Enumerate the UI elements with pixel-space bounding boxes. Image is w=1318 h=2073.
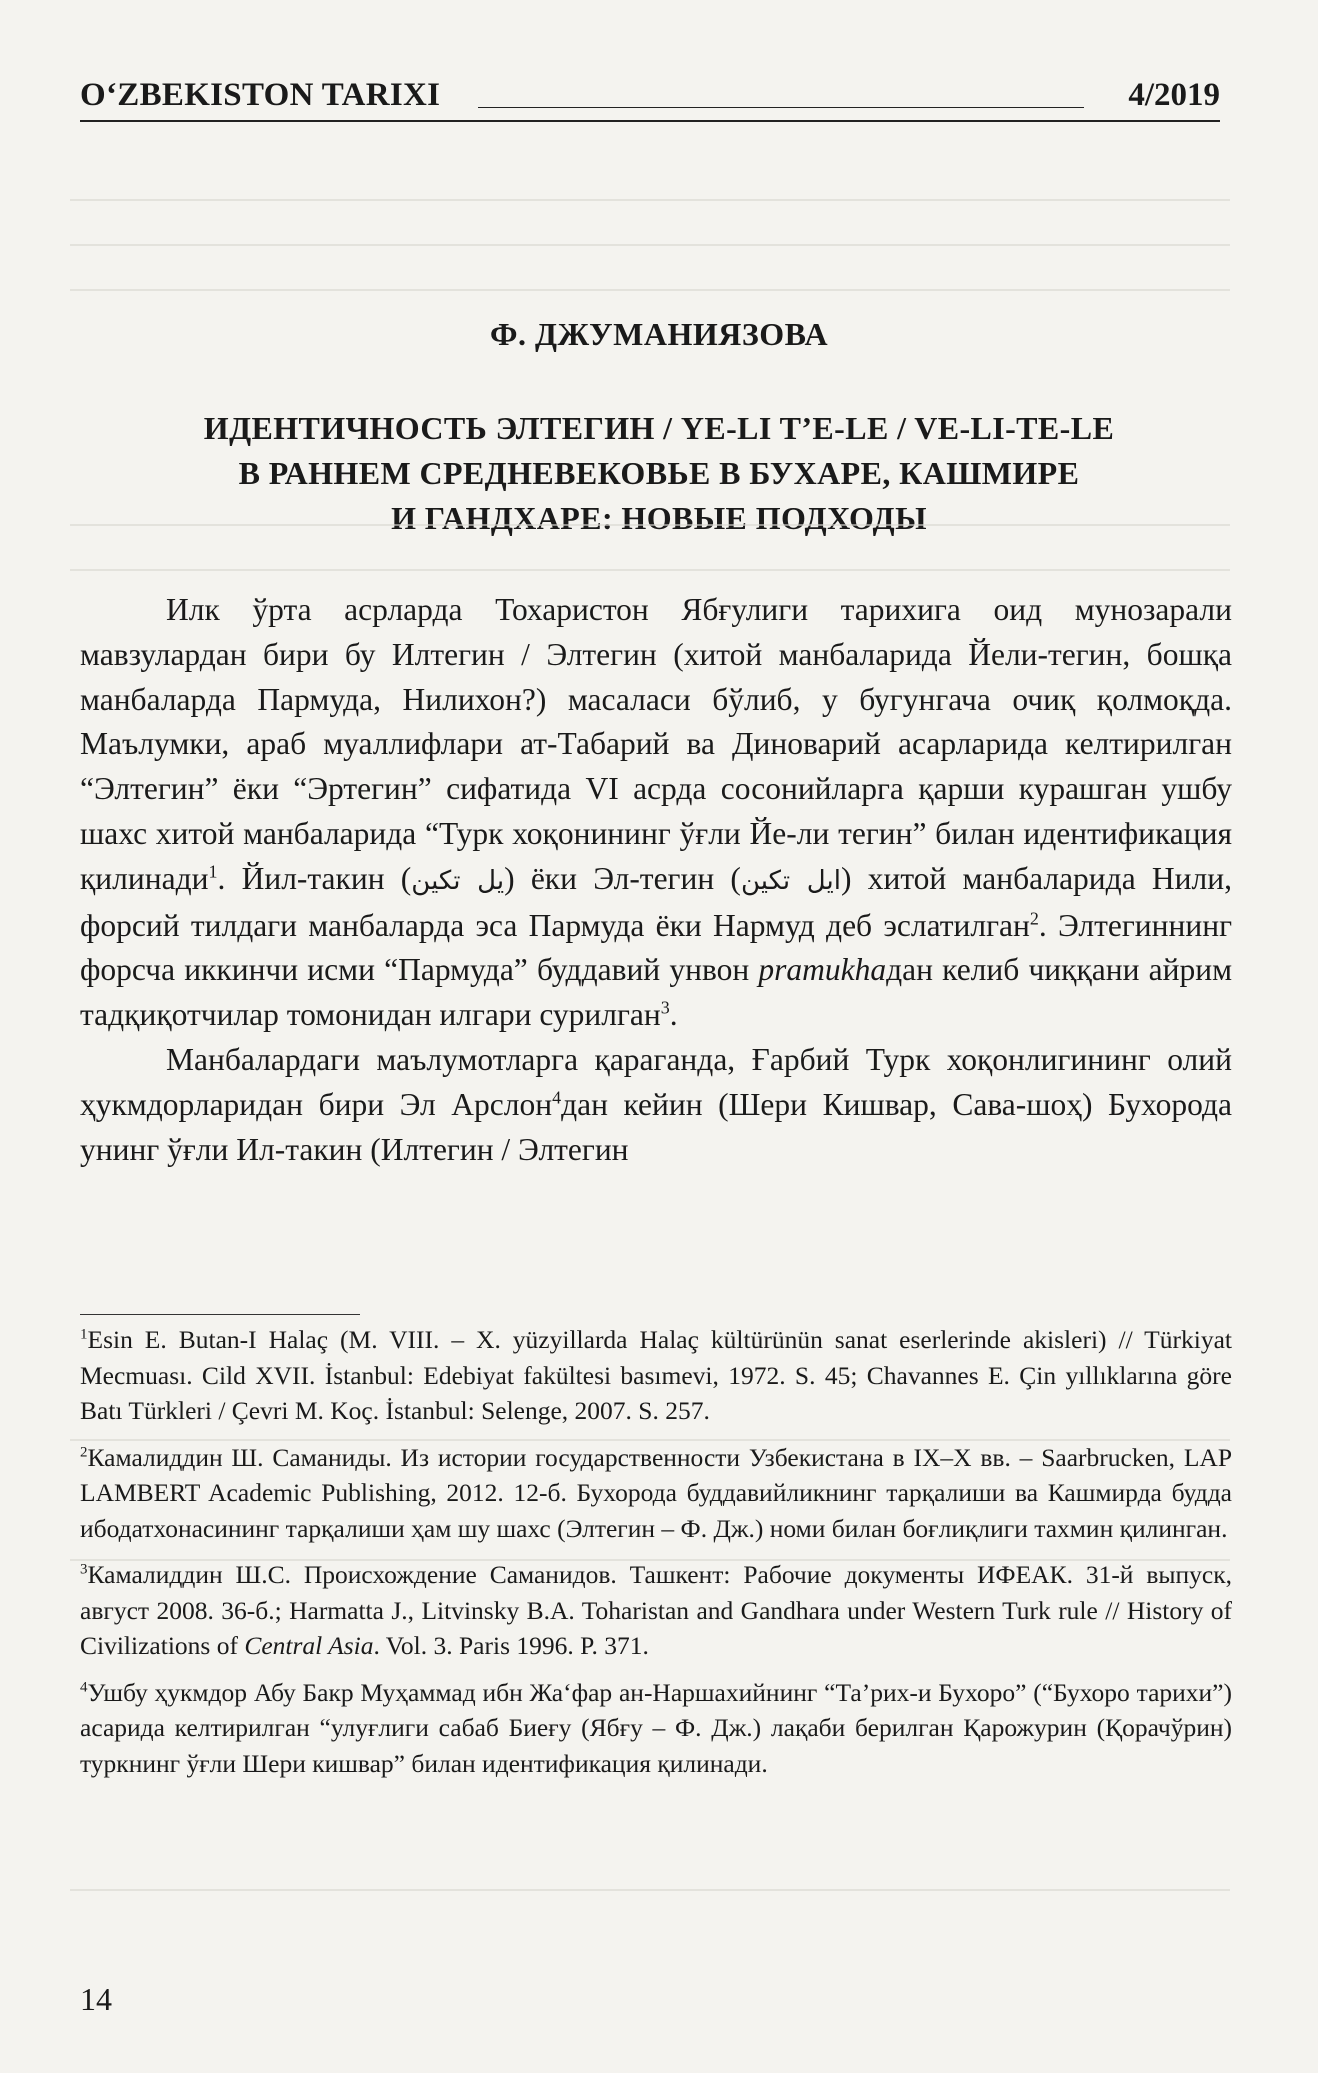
- body-paragraph: Манбалардаги маълумотларга қараганда, Ғарбий Турк хоқонлигининг олий ҳукмдорларидан бири Эл Арслон$^4$дан кейин (Шери Кишвар, Сава-шоҳ) Бухорода унинг ўғли Ил-такин (Илтегин / Элтегин: [80, 1041, 1233, 1167]
- article-author: Ф. ДЖУМАНИЯЗОВА: [489, 316, 829, 352]
- title-line: И ГАНДХАРЕ: НОВЫЕ ПОДХОДЫ: [391, 500, 927, 536]
- footnote-ref[interactable]: 2: [1029, 908, 1039, 929]
- footnote-number: 1: [80, 1326, 88, 1343]
- page-number: 14: [80, 1981, 112, 2017]
- title-line: В РАННЕМ СРЕДНЕВЕКОВЬЕ В БУХАРЕ, КАШМИРЕ: [238, 455, 1080, 491]
- footnote-ref[interactable]: 1: [208, 861, 218, 882]
- footnote: $^1$Esin E. Butan-I Halaç (M. VIII. – X. yüzyillarda Halaç kültürünün sanat eserlerinde akisleri) // Türkiyat Mecmuası. Cild XVII. İstanbul: Edebiyat fakültesi basımevi, 1972. S. 45; Chavannes E. Çin yıllıklarına göre Batı Türkleri / Çevri M. Koç. İstanbul: Selenge, 2007. S. 257.: [80, 1325, 1232, 1425]
- footnote: $^4$Ушбу ҳукмдор Абу Бакр Муҳаммад ибн Жа‘фар ан-Наршахийнинг “Та’рих-и Бухоро” (“Бухоро тарихи”) асарида келтирилган “улуғлиги сабаб Биеғу (Ябғу – Ф. Дж.) лақаби берилган Қарожурин (Қорачўрин) туркнинг ўғли Шери кишвар” билан идентификация қилинади.: [80, 1677, 1232, 1778]
- arabic-name: ايل تكين: [740, 865, 841, 896]
- title-line: ИДЕНТИЧНОСТЬ ЭЛТЕГИН / YE-LI T’E-LE / VE-LI-TE-LE: [203, 410, 1115, 446]
- footnote-ref[interactable]: 3: [660, 997, 670, 1018]
- issue-number: 4/2019: [1128, 77, 1220, 113]
- header-underline: [80, 120, 1220, 122]
- footnote-ref[interactable]: 4: [552, 1087, 562, 1108]
- body-paragraph: Илк ўрта асрларда Тохаристон Ябғулиги тарихига оид мунозарали мавзулардан бири бу Илтегин / Элтегин (хитой манбаларида Йели-тегин, бошқа манбаларда Пармуда, Нилихон?) масаласи бўлиб, у бугунгача очиқ қолмоқда. Маълумки, араб муаллифлари ат-Табарий ва Диноварий асарларида келтирилган “Элтегин” ёки “Эртегин” сифатида VI асрда сосонийларга қарши курашган ушбу шахс хитой манбаларида “Турк хоқонининг ўғли Йе-ли тегин” билан идентификация қилинади$^1$. Йил-такин (يل تكين) ёки Эл-тегин (ايل تكين) хитой манбаларида Нили, форсий тилдаги манбаларда эса Пармуда ёки Нармуд деб эслатилган$^2$. Элтегиннинг форсча иккинчи исми “Пармуда” буддавий унвон pramukhaдан келиб чиққани айрим тадқиқотчилар томонидан илгари сурилган$^3$.: [80, 592, 1233, 1033]
- arabic-name: يل تكين: [411, 865, 505, 896]
- italic-term: Central Asia: [244, 1631, 374, 1660]
- footnote: $^3$Камалиддин Ш.С. Происхождение Саманидов. Ташкент: Рабочие документы ИФЕАК. 31-й выпуск, август 2008. 36-б.; Harmatta J., Litvinsky B.A. Toharistan and Gandhara under Western Turk rule // History of Civilizations of Central Asia. Vol. 3. Paris 1996. P. 371.: [80, 1560, 1232, 1660]
- footnote: $^2$Камалиддин Ш. Саманиды. Из истории государственности Узбекистана в IX–X вв. – Saarbrucken, LAP LAMBERT Academic Publishing, 2012. 12-б. Бухорода буддавийликнинг тарқалиши ва Кашмирда будда ибодатхонасининг тарқалиши ҳам шу шахс (Элтегин – Ф. Дж.) номи билан боғлиқлиги тахмин қилинган.: [80, 1442, 1232, 1543]
- journal-title: O‘ZBEKISTON TARIXI: [80, 77, 441, 113]
- footnote-separator: [80, 1314, 360, 1315]
- running-header: [80, 68, 1220, 122]
- article-title: [90, 406, 1228, 541]
- article-body: [80, 588, 1232, 1172]
- italic-term: pramukha: [758, 952, 887, 988]
- footnote-number: 3: [80, 1561, 88, 1578]
- header-rule: [478, 107, 1084, 108]
- footnote-number: 2: [80, 1444, 88, 1460]
- footnote-number: 4: [80, 1679, 88, 1695]
- footnotes: [80, 1322, 1232, 1792]
